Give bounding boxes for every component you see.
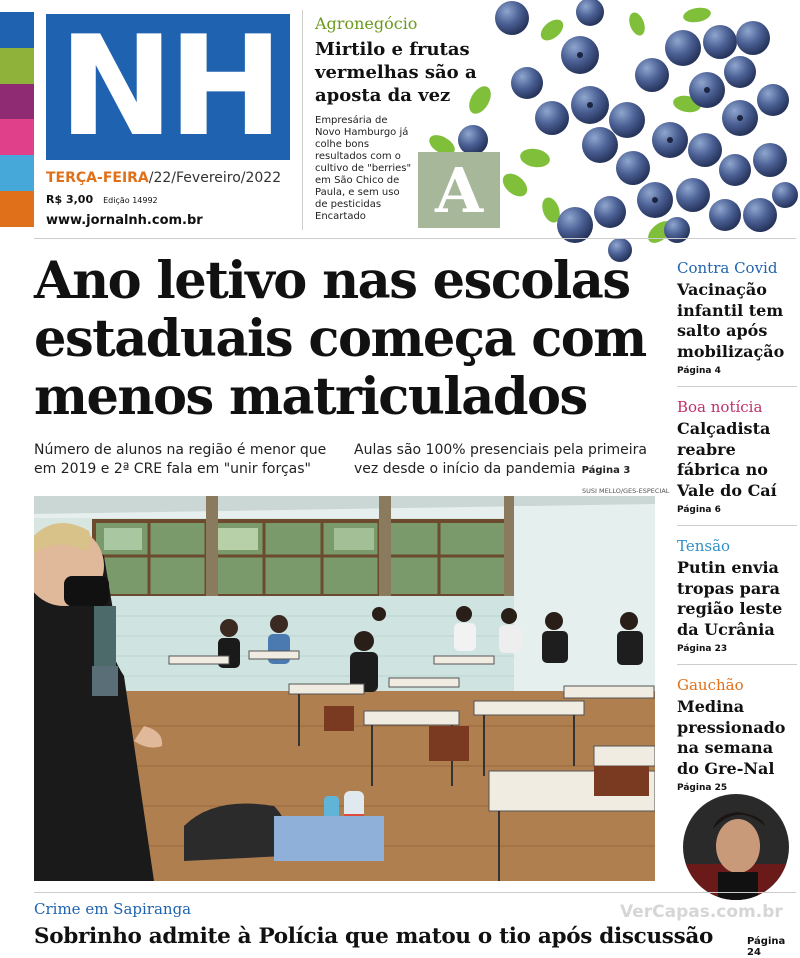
classroom-photo xyxy=(34,496,655,881)
divider xyxy=(34,238,796,239)
color-strip-band xyxy=(0,119,34,155)
story-title: Putin envia tropas para região leste da Ucrânia xyxy=(677,558,783,639)
bottom-story-kicker: Crime em Sapiranga xyxy=(34,900,192,918)
section-letter: A xyxy=(418,152,500,228)
watermark: VerCapas.com.br xyxy=(620,902,783,922)
subheadline-left: Número de alunos na região é menor que em 2019 e 2ª CRE fala em "unir forças" xyxy=(34,442,327,477)
teaser-byline: Encartado xyxy=(315,211,366,222)
teaser-kicker: Agronegócio xyxy=(315,14,418,33)
sidebar-story[interactable] xyxy=(677,536,797,665)
page-reference: Página 4 xyxy=(677,366,721,376)
logo-text: NH xyxy=(58,6,278,167)
color-strip-band xyxy=(0,48,34,84)
price: R$ 3,00 xyxy=(46,193,94,206)
story-kicker: Contra Covid xyxy=(677,259,778,277)
subheadline-right-text: Aulas são 100% presenciais pela primeira vez desde o início da pandemia xyxy=(354,442,647,477)
teaser-title[interactable]: Mirtilo e frutas vermelhas são a aposta da vez xyxy=(315,39,477,106)
color-strip-band xyxy=(0,12,34,48)
story-title: Calçadista reabre fábrica no Vale do Caí xyxy=(677,419,777,500)
divider xyxy=(302,10,303,230)
page-reference: Página 25 xyxy=(677,783,728,793)
photo-credit: SUSI MELLO/GES-ESPECIAL xyxy=(582,487,670,495)
story-kicker: Tensão xyxy=(677,537,731,555)
bottom-story-title[interactable]: Sobrinho admite à Polícia que matou o tio após discussão xyxy=(34,924,714,949)
page-reference: Página 3 xyxy=(581,465,631,476)
website-link[interactable]: www.jornalnh.com.br xyxy=(46,213,203,228)
story-title: Vacinação infantil tem salto após mobilização xyxy=(677,280,785,361)
color-strip-band xyxy=(0,191,34,227)
story-kicker: Boa notícia xyxy=(677,398,763,416)
story-title: Medina pressionado na semana do Gre-Nal xyxy=(677,697,786,778)
page-reference: Página 6 xyxy=(677,505,721,515)
sidebar-story[interactable] xyxy=(677,258,797,387)
subheadline-right xyxy=(354,441,659,480)
teaser-text xyxy=(315,115,415,223)
color-strip-band xyxy=(0,155,34,191)
color-strip-band xyxy=(0,84,34,120)
newspaper-logo[interactable] xyxy=(46,6,290,167)
weekday: TERÇA-FEIRA xyxy=(46,170,149,186)
date-line xyxy=(46,170,281,186)
sidebar-story[interactable] xyxy=(677,397,797,526)
color-strip xyxy=(0,12,34,227)
coach-avatar xyxy=(683,794,789,900)
main-headline[interactable]: Ano letivo nas escolas estaduais começa com menos matriculados xyxy=(34,251,646,427)
page-reference: Página 23 xyxy=(677,644,728,654)
price-line xyxy=(46,193,158,206)
page-reference: Página 24 xyxy=(747,936,786,958)
edition-number: Edição 14992 xyxy=(103,196,158,205)
date: /22/Fevereiro/2022 xyxy=(148,170,282,186)
sidebar-story[interactable] xyxy=(677,675,797,803)
divider xyxy=(34,892,796,893)
teaser-body: Empresária de Novo Hamburgo já colhe bons resultados com o cultivo de "berries" em São Chico de Paula, e sem uso de pesticidas xyxy=(315,115,412,210)
story-kicker: Gauchão xyxy=(677,676,744,694)
sidebar xyxy=(677,258,797,813)
